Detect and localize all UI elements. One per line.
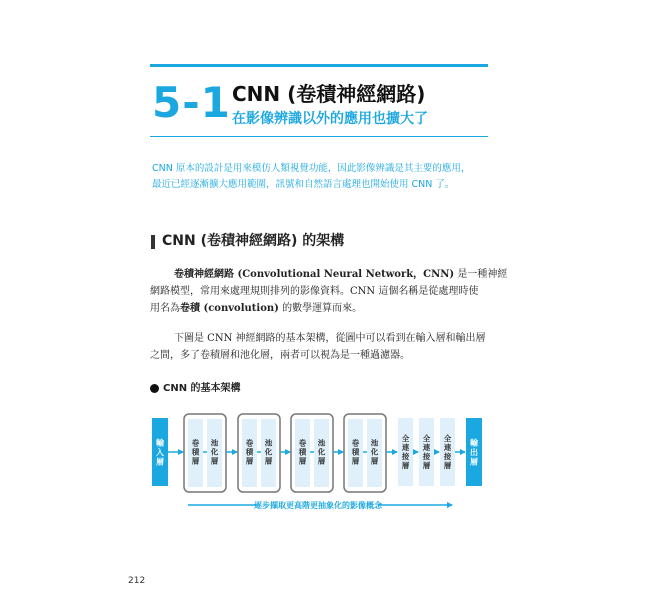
fc-layer-label: 全連接層	[422, 434, 431, 471]
paragraph1-line1	[174, 270, 507, 280]
paragraph2-line1: 下圖是 CNN 神經網路的基本架構，從圖中可以看到在輸入層和輸出層	[174, 333, 486, 344]
figure-marker-icon	[150, 384, 159, 393]
conv-layer-label: 卷積層	[351, 438, 360, 466]
pool-layer-label: 池化層	[370, 438, 379, 466]
output-layer-label: 輸出層	[470, 438, 478, 467]
pool-layer-label: 池化層	[264, 438, 273, 466]
chapter-bottom-rule	[150, 136, 488, 137]
pool-layer-label: 池化層	[210, 438, 219, 466]
fc-layer-label: 全連接層	[401, 434, 410, 471]
paragraph1-line3-pre: 用名為	[150, 303, 180, 314]
intro-line-2: 最近已經逐漸擴大應用範圍，訊號和自然語言處理也開始使用 CNN 了。	[152, 179, 455, 190]
paragraph1-line3-post: 的數學運算而來。	[278, 303, 363, 314]
chapter-subtitle: 在影像辨識以外的應用也擴大了	[232, 111, 428, 127]
section-marker	[151, 235, 155, 249]
cnn-architecture-diagram	[140, 404, 500, 516]
chapter-number: 5-1	[152, 78, 231, 127]
convolution-term: 卷積 (convolution)	[180, 303, 279, 314]
input-layer-label: 輸入層	[156, 438, 164, 467]
fc-layer-label: 全連接層	[443, 434, 452, 471]
paragraph1-line2: 網路模型，常用來處理規則排列的影像資料。CNN 這個名稱是從處理時使	[150, 286, 479, 297]
figure-caption: 逐步擷取更高階更抽象化的影像概念	[254, 501, 382, 510]
conv-layer-label: 卷積層	[245, 438, 254, 466]
cnn-term: 卷積神經網路 (Convolutional Neural Network，CNN)	[174, 269, 455, 280]
paragraph2-line2: 之間，多了卷積層和池化層，兩者可以視為是一種過濾器。	[150, 350, 410, 361]
figure-label: CNN 的基本架構	[163, 383, 241, 394]
conv-layer-label: 卷積層	[191, 438, 200, 466]
paragraph1-line1-rest: 是一種神經	[454, 269, 508, 280]
chapter-top-rule	[150, 64, 488, 67]
paragraph1-line3	[150, 304, 362, 314]
intro-line-1: CNN 原本的設計是用來模仿人類視覺功能，因此影像辨識是其主要的應用，	[152, 163, 471, 174]
pool-layer-label: 池化層	[317, 438, 326, 466]
page-number: 212	[128, 576, 146, 586]
conv-layer-label: 卷積層	[298, 438, 307, 466]
section-title: CNN (卷積神經網路) 的架構	[162, 233, 345, 249]
chapter-title: CNN (卷積神經網路)	[232, 82, 426, 106]
